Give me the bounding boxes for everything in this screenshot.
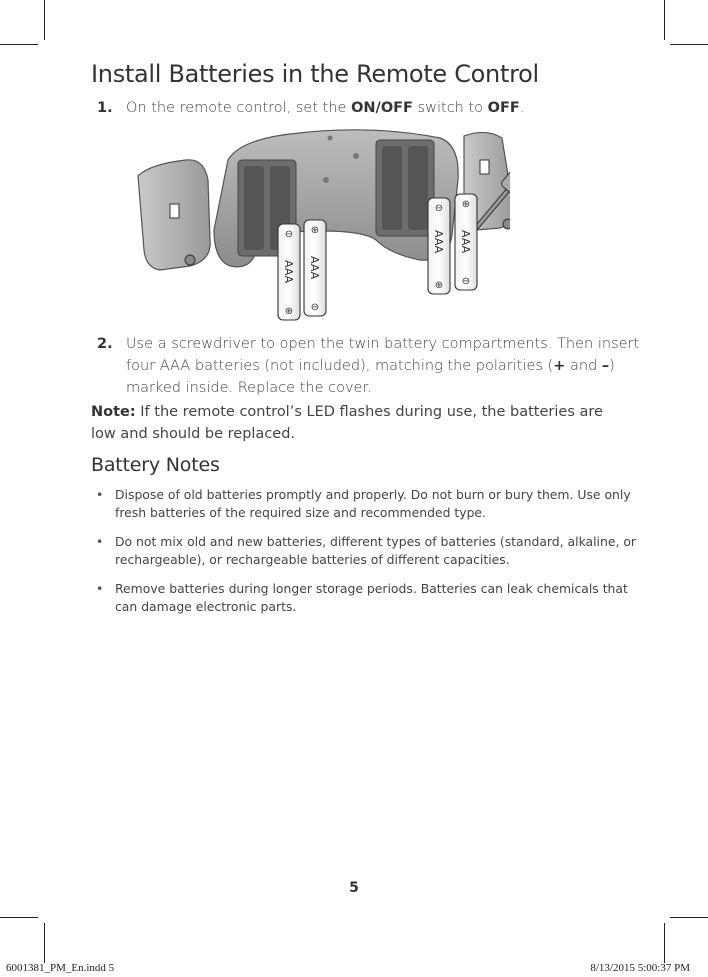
step-text — [126, 333, 647, 399]
note-text: If the remote control’s LED flashes during use, the batteries are low and should be replaced. — [91, 404, 603, 442]
battery — [278, 224, 300, 320]
crop-mark — [670, 917, 708, 918]
crop-mark — [664, 0, 665, 40]
switch-state: OFF — [487, 100, 520, 116]
step-1 — [97, 97, 647, 119]
list-item: • Dispose of old batteries promptly and properly. Do not burn or bury them. Use only fresh batteries of the required size and recommended type. — [91, 486, 651, 522]
battery-minus-icon: ⊖ — [284, 229, 294, 240]
battery-plus-icon: ⊕ — [310, 225, 320, 236]
battery-notes-list — [91, 486, 651, 627]
plus-sign: + — [553, 358, 566, 374]
crop-mark — [44, 923, 45, 963]
battery-plus-icon: ⊕ — [434, 280, 444, 291]
battery-minus-icon: ⊖ — [461, 276, 471, 287]
page-number: 5 — [349, 880, 359, 896]
page-title: Install Batteries in the Remote Control — [91, 60, 539, 88]
switch-name: ON/OFF — [351, 100, 413, 116]
step-text — [126, 97, 647, 119]
crop-mark — [0, 917, 38, 918]
battery — [304, 220, 326, 316]
list-item: • Remove batteries during longer storage periods. Batteries can leak chemicals that can damage electronic parts. — [91, 580, 651, 616]
crop-mark — [664, 923, 665, 963]
battery-label: AAA — [282, 260, 295, 284]
minus-sign: – — [601, 358, 610, 374]
step-text-part: and — [565, 358, 602, 374]
slug-filename: 6001381_PM_En.indd 5 — [6, 962, 115, 974]
battery-minus-icon: ⊖ — [310, 302, 320, 313]
crop-mark — [44, 0, 45, 40]
battery-plus-icon: ⊕ — [284, 306, 294, 317]
slug-timestamp: 8/13/2015 5:00:37 PM — [590, 962, 690, 974]
battery — [428, 198, 450, 294]
crop-mark — [670, 44, 708, 45]
battery-label: AAA — [459, 230, 472, 254]
battery-minus-icon: ⊖ — [434, 203, 444, 214]
battery — [455, 194, 477, 290]
step-text-part: Use a screwdriver to open the twin battery compartments. Then insert four AAA batteries (not included), matching the polarities ( — [126, 336, 640, 374]
crop-mark — [0, 44, 38, 45]
remote-battery-illustration — [130, 120, 510, 330]
battery-plus-icon: ⊕ — [461, 199, 471, 210]
battery-label: AAA — [308, 256, 321, 280]
step-2 — [97, 333, 647, 399]
battery-label: AAA — [432, 230, 445, 254]
step-number: 1. — [97, 100, 113, 116]
list-item: • Do not mix old and new batteries, different types of batteries (standard, alkaline, or rechargeable), or rechargeable batteries of different capacities. — [91, 533, 651, 569]
note — [91, 401, 631, 445]
step-number: 2. — [97, 336, 113, 352]
step-text-part: . — [519, 100, 525, 116]
step-text-part: switch to — [412, 100, 488, 116]
note-label: Note: — [91, 404, 136, 420]
step-text-part: ) marked inside. Replace the cover. — [126, 358, 615, 396]
battery-notes-heading: Battery Notes — [91, 454, 220, 476]
step-text-part: On the remote control, set the — [126, 100, 352, 116]
